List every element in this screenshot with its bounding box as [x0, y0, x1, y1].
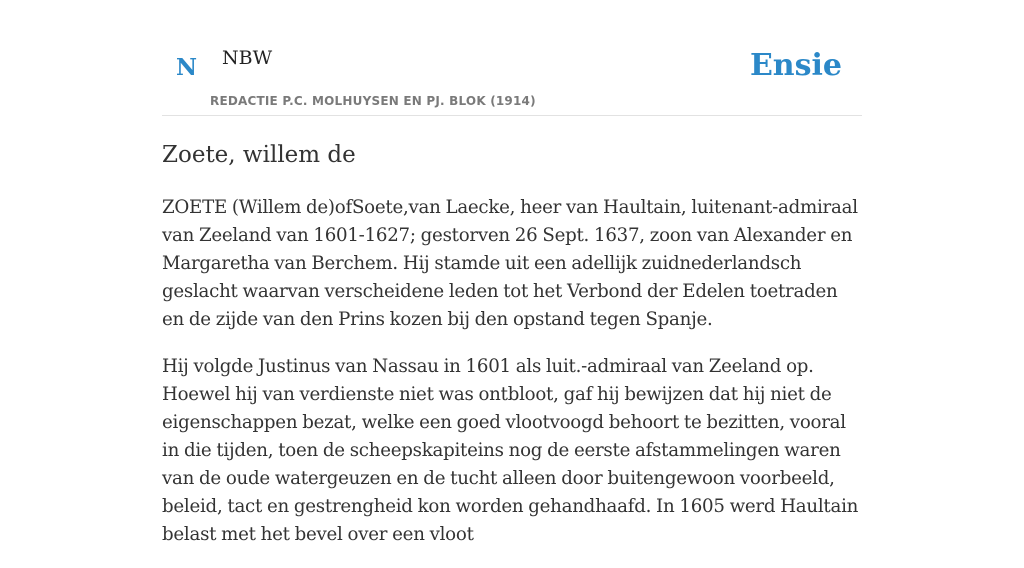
- entry-title: Zoete, willem de: [162, 142, 356, 168]
- entry-paragraph-1: ZOETE (Willem de)ofSoete,van Laecke, heer van Haultain, luitenant-admiraal van Zeeland van 1601-1627; gestorven 26 Sept. 1637, zoon van Alexander en Margaretha van Berchem. Hij stamde uit een adellijk zuidnederlandsch geslacht waarvan verscheidene leden tot het Verbond der Edelen toetraden en de zijde van den Prins kozen bij den opstand tegen Spanje.: [162, 197, 858, 330]
- source-subtitle: REDACTIE P.C. MOLHUYSEN EN PJ. BLOK (1914): [210, 94, 536, 108]
- source-logo-letter[interactable]: N: [176, 54, 198, 81]
- site-header: [162, 0, 862, 116]
- entry-content: [162, 140, 862, 568]
- source-name[interactable]: NBW: [222, 47, 273, 69]
- brand-logo-link[interactable]: Ensie: [749, 48, 842, 83]
- entry-paragraph-2: Hij volgde Justinus van Nassau in 1601 als luit.-admiraal van Zeeland op. Hoewel hij van verdienste niet was ontbloot, gaf hij bewijzen dat hij niet de eigenschappen bezat, welke een goed vlootvoogd behoort te bezitten, vooral in die tijden, toen de scheepskapiteins nog de eerste afstammelingen waren van de oude watergeuzen en de tucht alleen door buitengewoon voorbeeld, beleid, tact en gestrengheid kon worden gehandhaafd. In 1605 werd Haultain belast met het bevel over een vloot: [162, 356, 859, 545]
